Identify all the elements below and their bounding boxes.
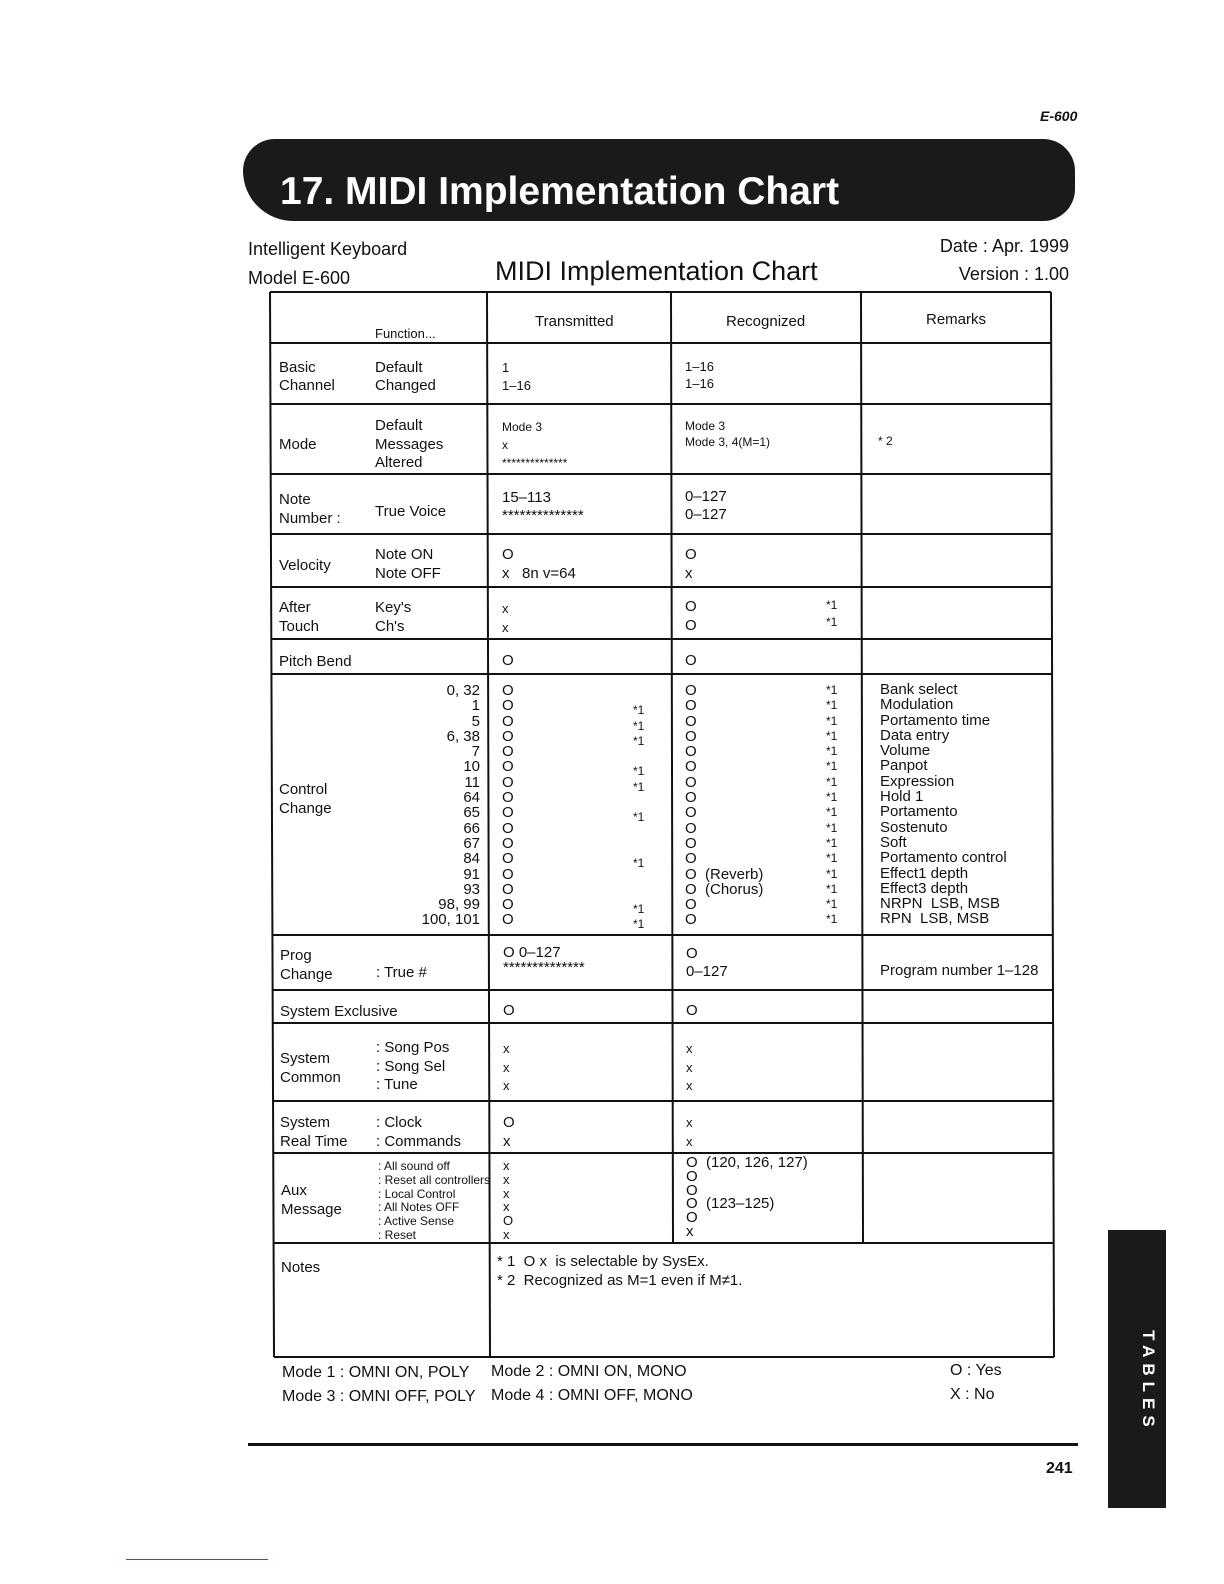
row-items-aux-message: : All sound off : Reset all controllers : Local Control : All Notes OFF : Active Sense : Reset bbox=[378, 1159, 491, 1242]
tx-prog-change: O 0–127 ************** bbox=[503, 944, 585, 976]
row-items-after-touch: Key's Ch's bbox=[375, 599, 412, 635]
rx-notes-after-touch: *1 *1 bbox=[826, 598, 838, 629]
row-items-basic-channel: Default Changed bbox=[375, 359, 436, 394]
tx-notes-control-change: *1 *1 *1 *1 *1 *1 *1 *1 *1 bbox=[633, 703, 645, 932]
row-items-prog-change: : True # bbox=[376, 964, 427, 981]
remarks-prog-change: Program number 1–128 bbox=[880, 962, 1039, 979]
row-label-velocity: Velocity bbox=[279, 557, 331, 574]
rx-mode: Mode 3 Mode 3, 4(M=1) bbox=[685, 419, 771, 449]
notes-text: * 1 O x is selectable by SysEx. * 2 Recognized as M=1 even if M≠1. bbox=[497, 1253, 743, 1289]
tx-note-number: 15–113 ************** bbox=[502, 489, 584, 524]
rx-system-realtime: x x bbox=[686, 1115, 693, 1149]
legend-yes: O : Yes bbox=[950, 1362, 1002, 1379]
rx-after-touch: O O bbox=[685, 598, 697, 634]
legend-mode-4: Mode 4 : OMNI OFF, MONO bbox=[491, 1387, 693, 1404]
tx-basic-channel: 1 1–16 bbox=[502, 360, 531, 393]
rx-system-common: x x x bbox=[686, 1041, 693, 1093]
legend-no: X : No bbox=[950, 1386, 995, 1403]
rx-notes-control-change: *1 *1 *1 *1 *1 *1 *1 *1 *1 *1 *1 *1 *1 *1 *1 *1 bbox=[826, 683, 838, 927]
link-underline bbox=[126, 1559, 268, 1560]
row-label-after-touch: After Touch bbox=[279, 599, 320, 635]
header-recognized: Recognized bbox=[726, 313, 806, 330]
section-title: 17. MIDI Implementation Chart bbox=[280, 170, 840, 213]
product-name: Intelligent Keyboard bbox=[248, 239, 408, 259]
header-remarks: Remarks bbox=[926, 311, 987, 328]
tx-mode: Mode 3 x ************** bbox=[502, 420, 568, 470]
row-items-mode: Default Messages Altered bbox=[375, 417, 444, 471]
tx-system-realtime: O x bbox=[503, 1114, 515, 1150]
row-label-basic-channel: Basic Channel bbox=[279, 359, 335, 394]
row-label-mode: Mode bbox=[279, 436, 317, 453]
control-numbers: 0, 32 1 5 6, 38 7 10 11 64 65 66 67 84 91 93 98, 99 100, 101 bbox=[421, 682, 480, 929]
row-items-note-number: True Voice bbox=[375, 503, 447, 520]
row-items-system-realtime: : Clock : Commands bbox=[376, 1114, 462, 1150]
chart-date: Date : Apr. 1999 bbox=[939, 236, 1069, 256]
chart-title: MIDI Implementation Chart bbox=[495, 256, 818, 286]
tx-after-touch: x x bbox=[502, 601, 509, 635]
row-label-control-change: Control Change bbox=[279, 781, 332, 817]
row-items-velocity: Note ON Note OFF bbox=[375, 546, 441, 582]
rx-velocity: O x bbox=[685, 546, 697, 582]
rx-prog-change: O 0–127 bbox=[686, 945, 728, 980]
model-name: Model E-600 bbox=[248, 268, 351, 288]
row-label-aux-message: Aux Message bbox=[281, 1182, 342, 1218]
remarks-control-change: Bank select Modulation Portamento time Data entry Volume Panpot Expression Hold 1 Portamento Sostenuto Soft Portamento control Effect1 depth Effect3 depth NRPN LSB, MSB RPN LSB, MSB bbox=[880, 681, 1007, 928]
tx-system-exclusive: O bbox=[503, 1002, 515, 1019]
row-label-system-exclusive: System Exclusive bbox=[280, 1003, 398, 1020]
remarks-mode: * 2 bbox=[878, 434, 893, 448]
header-function: Function... bbox=[375, 326, 436, 341]
tx-velocity: O x 8n v=64 bbox=[502, 546, 576, 582]
header-transmitted: Transmitted bbox=[535, 313, 614, 330]
tx-control-change: O O O O O O O O O O O O O O O O bbox=[502, 682, 514, 929]
legend-mode-3: Mode 3 : OMNI OFF, POLY bbox=[282, 1388, 476, 1405]
tx-pitch-bend: O bbox=[502, 652, 514, 669]
row-label-notes: Notes bbox=[281, 1259, 321, 1276]
tx-aux-message: x x x x O x bbox=[503, 1158, 514, 1242]
rx-system-exclusive: O bbox=[686, 1002, 698, 1019]
rx-control-change: O O O O O O O O O O O O O (Reverb) O (Chorus) O O bbox=[685, 682, 764, 929]
row-label-note-number: Note Number : bbox=[279, 491, 341, 527]
tx-system-common: x x x bbox=[503, 1041, 510, 1093]
model-tag: E-600 bbox=[1040, 108, 1078, 124]
section-tab-label: TABLES bbox=[1139, 1330, 1158, 1433]
page-number: 241 bbox=[1046, 1460, 1073, 1477]
row-items-system-common: : Song Pos : Song Sel : Tune bbox=[376, 1039, 450, 1093]
row-label-prog-change: Prog Change bbox=[280, 947, 333, 983]
rx-aux-message: O (120, 126, 127) O O O (123–125) O x bbox=[686, 1154, 808, 1240]
rx-basic-channel: 1–16 1–16 bbox=[685, 359, 714, 391]
chart-version: Version : 1.00 bbox=[958, 264, 1069, 284]
row-label-system-realtime: System Real Time bbox=[280, 1114, 348, 1150]
rx-note-number: 0–127 0–127 bbox=[685, 488, 727, 523]
legend-mode-2: Mode 2 : OMNI ON, MONO bbox=[491, 1363, 687, 1380]
bottom-rule bbox=[248, 1443, 1078, 1446]
rx-pitch-bend: O bbox=[685, 652, 697, 669]
legend-mode-1: Mode 1 : OMNI ON, POLY bbox=[282, 1364, 470, 1381]
row-label-system-common: System Common bbox=[280, 1050, 341, 1086]
row-label-pitch-bend: Pitch Bend bbox=[279, 653, 352, 670]
